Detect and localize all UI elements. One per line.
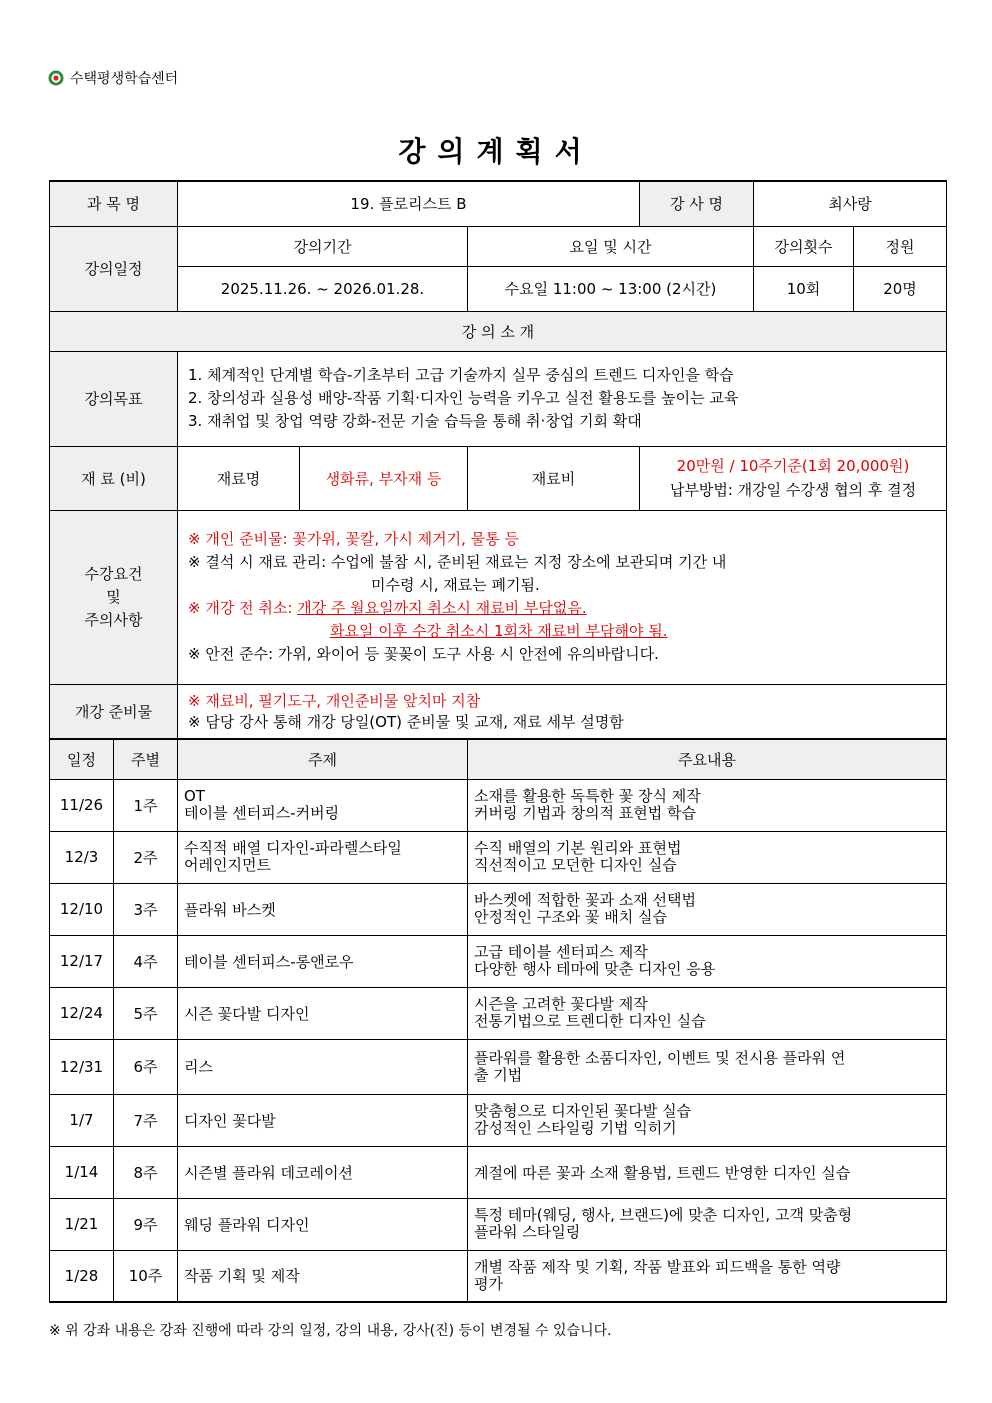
- requirements-label: [50, 510, 178, 684]
- material-fee-value: 20만원 / 10주기준(1회 20,000원): [676, 457, 910, 475]
- material-name-label: 재료명: [178, 446, 300, 510]
- schedule-table: [49, 738, 947, 1303]
- content-line: 고급 테이블 센터피스 제작: [474, 943, 648, 961]
- content-line: 평가: [474, 1274, 503, 1293]
- day-time-value: 수요일 11:00 ~ 13:00 (2시간): [468, 266, 754, 311]
- content-line: 감성적인 스타일링 기법 익히기: [474, 1119, 677, 1137]
- row-date: 12/17: [50, 935, 114, 987]
- material-fee-cell: [640, 446, 947, 510]
- prep-line: ※ 담당 강사 통해 개강 당일(OT) 준비물 및 교재, 재료 세부 설명함: [188, 712, 624, 731]
- instructor-value: 최사랑: [754, 181, 947, 226]
- row-week: 8주: [114, 1146, 178, 1198]
- row-week: 5주: [114, 987, 178, 1039]
- page-title: 강의계획서: [398, 135, 594, 168]
- count-label: 강의횟수: [754, 226, 854, 266]
- row-content: [468, 1198, 947, 1250]
- req-cancel-label: ※ 개강 전 취소:: [188, 599, 298, 617]
- table-row: [50, 1039, 947, 1094]
- count-value: 10회: [754, 266, 854, 311]
- req-line: 미수령 시, 재료는 폐기됨.: [371, 576, 540, 594]
- org-header: [48, 68, 178, 88]
- footnote: ※ 위 강좌 내용은 강좌 진행에 따라 강의 일정, 강의 내용, 강사(진) 등이 변경될 수 있습니다.: [49, 1323, 612, 1339]
- content-line: 바스켓에 적합한 꽃과 소재 선택법: [474, 891, 696, 909]
- row-date: 1/21: [50, 1198, 114, 1250]
- row-topic: 플라워 바스켓: [178, 883, 468, 935]
- material-fee-label: 재료비: [468, 446, 640, 510]
- capacity-value: 20명: [854, 266, 947, 311]
- row-topic: 웨딩 플라워 디자인: [178, 1198, 468, 1250]
- row-content: [468, 779, 947, 831]
- requirements-label-line: 주의사항: [84, 610, 143, 629]
- intro-header: 강 의 소 개: [50, 311, 947, 351]
- info-table: [49, 180, 947, 740]
- table-row: [50, 779, 947, 831]
- row-topic: [178, 831, 468, 883]
- table-row: [50, 1094, 947, 1146]
- row-topic: 시즌 꽃다발 디자인: [178, 987, 468, 1039]
- goal-item: 1. 체계적인 단계별 학습-기초부터 고급 기술까지 실무 중심의 트렌드 디자인을 학습: [188, 366, 734, 384]
- table-row: [50, 1198, 947, 1250]
- topic-line: 어레인지먼트: [184, 856, 271, 874]
- row-week: 7주: [114, 1094, 178, 1146]
- row-date: 11/26: [50, 779, 114, 831]
- req-cancel-text: 개강 주 월요일까지 취소시 재료비 부담없음.: [297, 599, 587, 617]
- row-content: [468, 831, 947, 883]
- table-row: [50, 1146, 947, 1198]
- row-date: 12/3: [50, 831, 114, 883]
- table-row: [50, 831, 947, 883]
- goals-list: [178, 351, 947, 446]
- req-line: ※ 결석 시 재료 관리: 수업에 불참 시, 준비된 재료는 지정 장소에 보관되며 기간 내: [188, 553, 727, 571]
- org-logo-icon: [48, 70, 64, 86]
- row-date: 12/10: [50, 883, 114, 935]
- row-topic: 시즌별 플라워 데코레이션: [178, 1146, 468, 1198]
- content-line: 출 기법: [474, 1065, 523, 1084]
- req-line: 화요일 이후 수강 취소시 1회차 재료비 부담해야 됨.: [330, 622, 668, 640]
- row-topic: 작품 기획 및 제작: [178, 1250, 468, 1302]
- req-line: [188, 597, 940, 620]
- period-label: 강의기간: [178, 226, 468, 266]
- content-line: 개별 작품 제작 및 기획, 작품 발표와 피드백을 통한 역량: [474, 1257, 841, 1276]
- content-line: 플라워를 활용한 소품디자인, 이벤트 및 전시용 플라워 연: [474, 1048, 846, 1067]
- row-week: 2주: [114, 831, 178, 883]
- prep-body: [178, 684, 947, 739]
- row-content: [468, 1039, 947, 1094]
- table-row: [50, 1250, 947, 1302]
- row-date: 1/7: [50, 1094, 114, 1146]
- topic-line: OT: [184, 787, 205, 805]
- table-row: [50, 883, 947, 935]
- col-header-date: 일정: [50, 739, 114, 779]
- row-date: 1/14: [50, 1146, 114, 1198]
- row-content: 계절에 따른 꽃과 소재 활용법, 트렌드 반영한 디자인 실습: [468, 1146, 947, 1198]
- subject-value: 19. 플로리스트 B: [178, 181, 640, 226]
- prep-line: ※ 재료비, 필기도구, 개인준비물 앞치마 지참: [188, 691, 481, 710]
- goal-item: 3. 재취업 및 창업 역량 강화-전문 기술 습득을 통해 취·창업 기회 확대: [188, 412, 642, 430]
- row-week: 3주: [114, 883, 178, 935]
- row-content: [468, 987, 947, 1039]
- row-week: 10주: [114, 1250, 178, 1302]
- table-row: [50, 935, 947, 987]
- subject-label: 과 목 명: [50, 181, 178, 226]
- day-time-label: 요일 및 시간: [468, 226, 754, 266]
- period-value: 2025.11.26. ~ 2026.01.28.: [178, 266, 468, 311]
- org-name: 수택평생학습센터: [70, 71, 179, 87]
- row-topic: 리스: [178, 1039, 468, 1094]
- content-line: 커버링 기법과 창의적 표현법 학습: [474, 804, 696, 822]
- requirements-body: [178, 510, 947, 684]
- material-name-value: 생화류, 부자재 등: [300, 446, 468, 510]
- col-header-content: 주요내용: [468, 739, 947, 779]
- content-line: 플라워 스타일링: [474, 1223, 581, 1241]
- schedule-label: 강의일정: [50, 226, 178, 311]
- col-header-topic: 주제: [178, 739, 468, 779]
- content-line: 맞춤형으로 디자인된 꽃다발 실습: [474, 1102, 692, 1120]
- row-content: [468, 1094, 947, 1146]
- topic-line: 테이블 센터피스-커버링: [184, 804, 340, 822]
- row-date: 12/31: [50, 1039, 114, 1094]
- content-line: 시즌을 고려한 꽃다발 제작: [474, 995, 648, 1013]
- content-line: 안정적인 구조와 꽃 배치 실습: [474, 908, 667, 926]
- content-line: 전통기법으로 트렌디한 디자인 실습: [474, 1012, 706, 1030]
- content-line: 소재를 활용한 독특한 꽃 장식 제작: [474, 787, 701, 805]
- materials-label: 재 료 (비): [50, 446, 178, 510]
- col-header-week: 주별: [114, 739, 178, 779]
- table-row: [50, 987, 947, 1039]
- row-week: 6주: [114, 1039, 178, 1094]
- row-content: [468, 1250, 947, 1302]
- capacity-label: 정원: [854, 226, 947, 266]
- row-date: 1/28: [50, 1250, 114, 1302]
- row-topic: 테이블 센터피스-롱앤로우: [178, 935, 468, 987]
- row-content: [468, 883, 947, 935]
- req-line: ※ 개인 준비물: 꽃가위, 꽃칼, 가시 제거기, 물통 등: [188, 530, 519, 548]
- row-week: 9주: [114, 1198, 178, 1250]
- requirements-label-line: 및: [106, 587, 121, 606]
- req-line: ※ 안전 준수: 가위, 와이어 등 꽃꽂이 도구 사용 시 안전에 유의바랍니다.: [188, 645, 659, 663]
- row-content: [468, 935, 947, 987]
- topic-line: 수직적 배열 디자인-파라렐스타일: [184, 839, 402, 857]
- goals-label: 강의목표: [50, 351, 178, 446]
- prep-label: 개강 준비물: [50, 684, 178, 739]
- requirements-label-line: 수강요건: [84, 564, 143, 583]
- row-topic: [178, 779, 468, 831]
- row-week: 4주: [114, 935, 178, 987]
- content-line: 다양한 행사 테마에 맞춘 디자인 응용: [474, 960, 716, 978]
- row-date: 12/24: [50, 987, 114, 1039]
- row-week: 1주: [114, 779, 178, 831]
- content-line: 수직 배열의 기본 원리와 표현법: [474, 839, 682, 857]
- goal-item: 2. 창의성과 실용성 배양-작품 기획·디자인 능력을 키우고 실전 활용도를 높이는 교육: [188, 389, 739, 407]
- instructor-label: 강 사 명: [640, 181, 754, 226]
- content-line: 직선적이고 모던한 디자인 실습: [474, 856, 677, 874]
- content-line: 특정 테마(웨딩, 행사, 브랜드)에 맞춘 디자인, 고객 맞춤형: [474, 1206, 853, 1224]
- row-topic: 디자인 꽃다발: [178, 1094, 468, 1146]
- payment-method: 납부방법: 개강일 수강생 협의 후 결정: [669, 481, 917, 499]
